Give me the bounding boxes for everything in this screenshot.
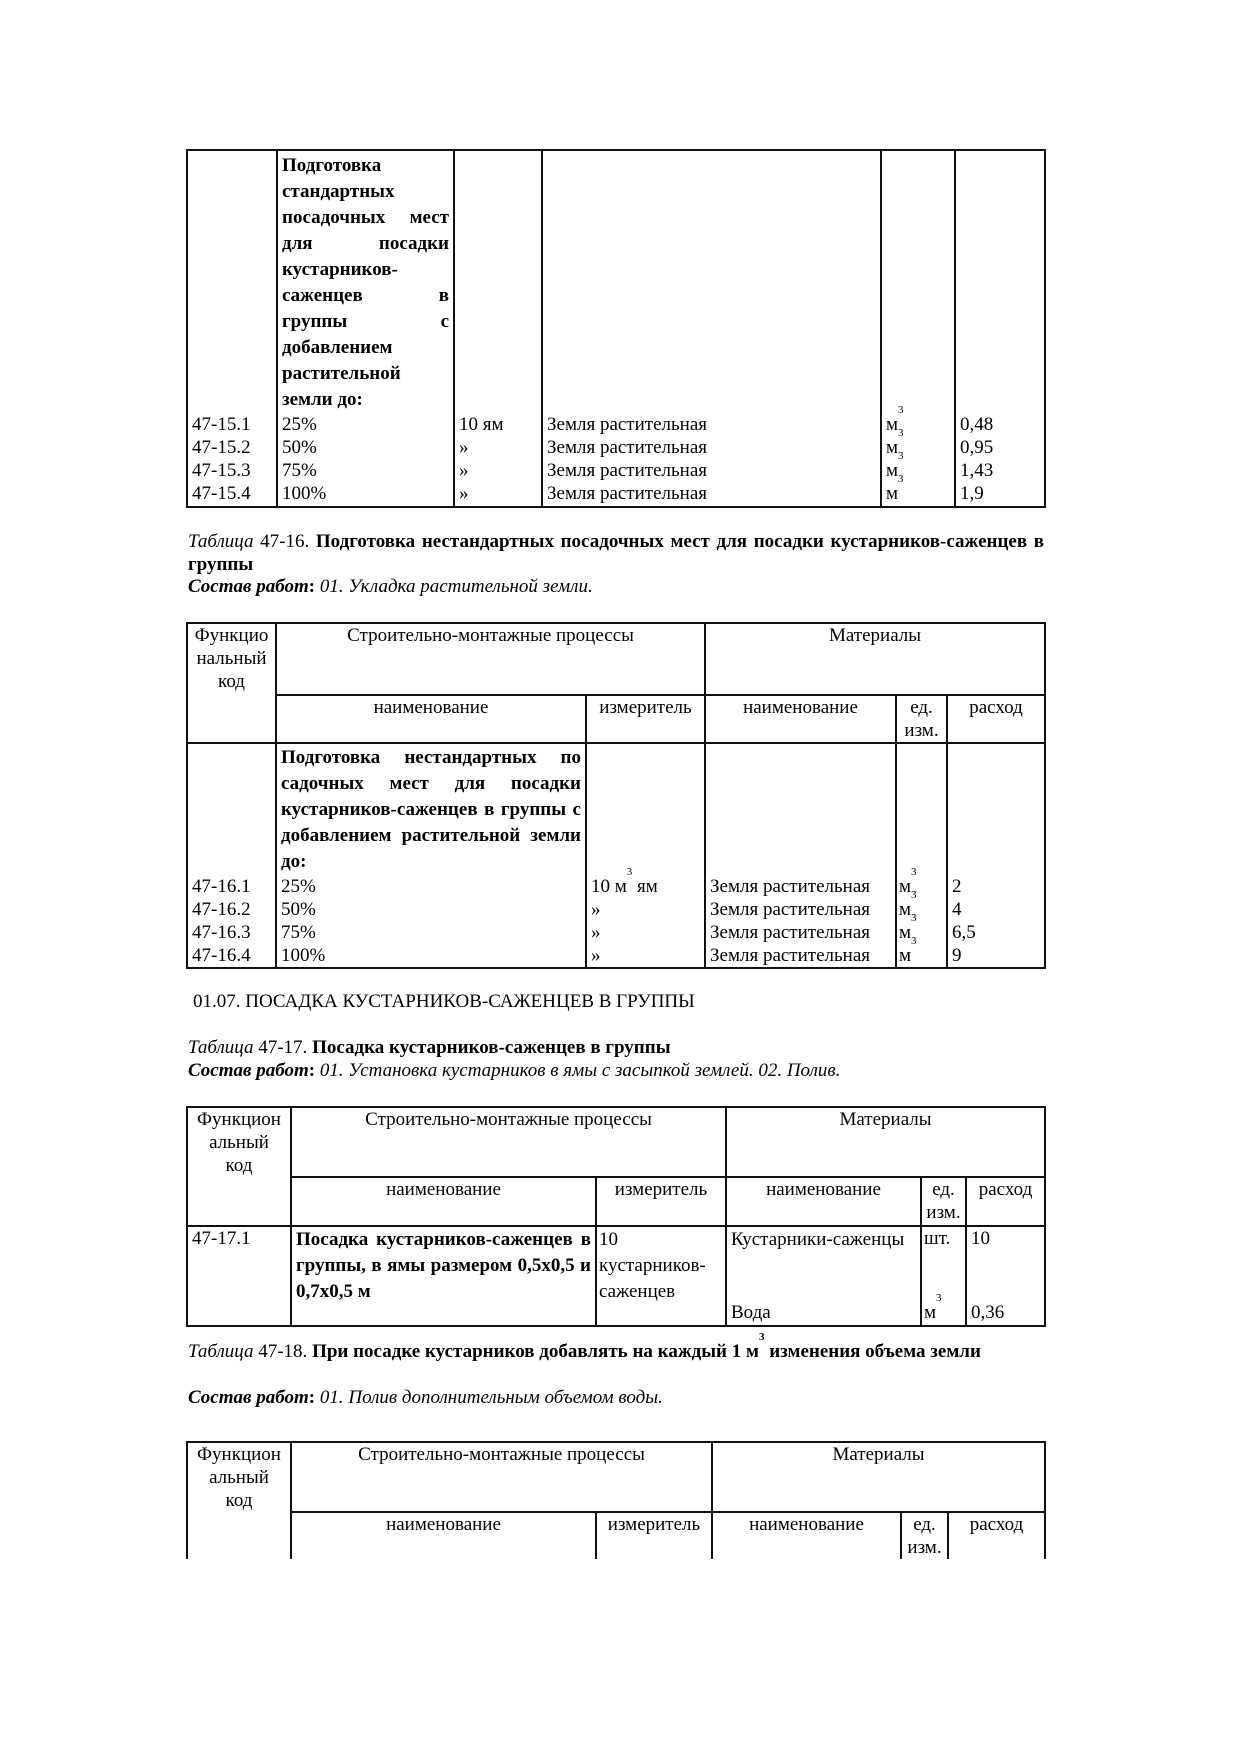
amount-cell: 0,48 [960, 414, 994, 435]
header-row [187, 1442, 1045, 1512]
table-label: Таблица [188, 1037, 254, 1058]
table-label: Таблица [188, 531, 254, 552]
name-cell: 50% [282, 437, 317, 458]
header-proc-name: наименование [291, 1177, 596, 1226]
table-title: Посадка кустарников-саженцев в группы [312, 1037, 671, 1058]
amount-cell: 1,9 [960, 483, 984, 504]
colon: : [308, 576, 316, 597]
unit-cell: $м^3$ [886, 473, 904, 504]
title-line: посадочных мест [282, 207, 449, 228]
code-cell: 47-15.1 [192, 414, 251, 435]
header-proc-meter: измеритель [596, 1177, 726, 1226]
header-proc-meter: измеритель [596, 1512, 712, 1559]
subheader-row [187, 1512, 1045, 1559]
amount-cell: 10 0,36 [966, 1226, 1045, 1326]
work-composition [188, 1059, 1044, 1082]
name-cell: 75% [281, 922, 316, 943]
material-cell: Земля растительная [710, 899, 871, 920]
table-47-16 [186, 622, 1046, 969]
material-cell: Земля растительная [547, 414, 708, 435]
name-cell: 100% [281, 945, 326, 966]
table-number: 47-16. [260, 531, 310, 552]
header-processes: Строительно-монтажные процессы [291, 1442, 712, 1512]
unit-cell: $м^3$ [899, 935, 917, 966]
material-cell: Земля растительная [710, 922, 871, 943]
table-row [187, 743, 1045, 968]
header-materials: Материалы [726, 1107, 1045, 1177]
header-mat-name: наименование [705, 695, 896, 743]
code-cell: 47-16.3 [192, 922, 251, 943]
header-materials: Материалы [705, 623, 1045, 695]
header-mat-amount: расход [948, 1512, 1045, 1559]
meter-cell: 10 кустарников-саженцев [596, 1226, 726, 1326]
table-title: При посадке кустарников добавлять на каждый 1 $м^3$ изменения объема земли [312, 1331, 981, 1362]
title-line: растительной [282, 363, 401, 384]
work-label: Состав работ [188, 1060, 309, 1081]
table-row [187, 1226, 1045, 1326]
work-label: Состав работ [188, 1387, 309, 1408]
table-47-17 [186, 1106, 1046, 1327]
code-cell: 47-16.4 [192, 945, 251, 966]
unit-cell: $м^3$ [886, 404, 904, 435]
amount-cell: 0,95 [960, 437, 994, 458]
unit-cell: шт. $м^3$ [921, 1226, 966, 1326]
name-cell: 25% [282, 414, 317, 435]
title-line: Подготовка [282, 155, 382, 176]
amount-cell: 9 [952, 945, 962, 966]
table-number: 47-17. [258, 1037, 308, 1058]
colon: : [308, 1387, 316, 1408]
meter-cell: » [591, 922, 601, 943]
header-row [187, 623, 1045, 695]
meter-cell: 10 $м^3$ ям [591, 866, 658, 897]
header-row [187, 1107, 1045, 1177]
colon: : [308, 1060, 316, 1081]
material-cell: Кустарники-саженцы Вода [726, 1226, 921, 1326]
unit-cell: $м^3$ [899, 912, 917, 943]
work-label: Состав работ [188, 576, 309, 597]
meter-cell: » [591, 945, 601, 966]
table-47-18 [186, 1441, 1046, 1559]
meter-cell: » [459, 437, 469, 458]
material-cell: Земля растительная [710, 876, 871, 897]
amount-cell: 1,43 [960, 460, 994, 481]
material-cell: Земля растительная [547, 437, 708, 458]
work-text: 01. Установка кустарников в ямы с засыпкой землей. 02. Полив. [319, 1060, 841, 1081]
name-cell: 25% [281, 876, 316, 897]
material-cell: Земля растительная [547, 460, 708, 481]
table-47-18-caption [188, 1331, 1044, 1363]
name-cell: Посадка кустарников-саженцев в группы, в ямы размером 0,5х0,5 и 0,7х0,5 м [291, 1226, 596, 1326]
title-line: группы с [282, 311, 449, 332]
work-text: 01. Полив дополнительным объемом воды. [319, 1387, 663, 1408]
header-code: Функцион альный код [187, 1107, 291, 1226]
code-cell: 47-17.1 [187, 1226, 291, 1326]
table-number: 47-18. [258, 1341, 308, 1362]
header-processes: Строительно-монтажные процессы [276, 623, 705, 695]
header-code: Функцион альный код [187, 1442, 291, 1559]
header-mat-unit: ед. изм. [896, 695, 947, 743]
title-line: земли до: [282, 389, 363, 410]
work-composition [188, 575, 1044, 598]
code-cell: 47-15.3 [192, 460, 251, 481]
table-47-17-caption [188, 1036, 1044, 1059]
material-cell: Земля растительная [547, 483, 708, 504]
table-row [187, 413, 1045, 507]
header-mat-unit: ед. изм. [921, 1177, 966, 1226]
title-line: для посадки [282, 233, 449, 254]
unit-cell: $м^3$ [899, 889, 917, 920]
meter-cell: » [459, 460, 469, 481]
subheader-row [187, 1177, 1045, 1226]
table-label: Таблица [188, 1341, 254, 1362]
code-cell: 47-15.4 [192, 483, 251, 504]
meter-cell: » [459, 483, 469, 504]
amount-cell: 4 [952, 899, 962, 920]
code-cell: 47-15.2 [192, 437, 251, 458]
group-title: Подготовка нестандартных по садочных мест для посадки кустарников-саженцев в группы с добавлением растительной земли до: [281, 747, 581, 872]
header-proc-meter: измеритель [586, 695, 705, 743]
work-composition [188, 1386, 1044, 1409]
material-cell: Земля растительная [710, 945, 871, 966]
header-mat-amount: расход [966, 1177, 1045, 1226]
name-cell: 50% [281, 899, 316, 920]
unit-cell: $м^3$ [886, 450, 904, 481]
table-title: Подготовка нестандартных посадочных мест для посадки кустарников-саженцев в группы [188, 531, 1045, 575]
header-code: Функцио нальный код [187, 623, 276, 743]
header-materials: Материалы [712, 1442, 1045, 1512]
table-47-16-caption [188, 530, 1044, 576]
table-47-15-continuation [186, 149, 1046, 508]
header-proc-name: наименование [276, 695, 586, 743]
meter-cell: » [591, 899, 601, 920]
header-processes: Строительно-монтажные процессы [291, 1107, 726, 1177]
header-proc-name: наименование [291, 1512, 596, 1559]
unit-cell: $м^3$ [886, 427, 904, 458]
code-cell: 47-16.1 [192, 876, 251, 897]
unit-cell: $м^3$ [899, 866, 917, 897]
work-text: 01. Укладка растительной земли. [319, 576, 593, 597]
code-cell: 47-16.2 [192, 899, 251, 920]
header-mat-name: наименование [726, 1177, 921, 1226]
title-line: добавлением [282, 337, 393, 358]
group-title [277, 150, 454, 413]
name-cell: 100% [282, 483, 327, 504]
header-mat-name: наименование [712, 1512, 901, 1559]
header-mat-amount: расход [947, 695, 1045, 743]
title-line: стандартных [282, 181, 395, 202]
title-line: кустарников- [282, 259, 398, 280]
amount-cell: 6,5 [952, 922, 976, 943]
meter-cell: 10 ям [459, 414, 504, 435]
section-heading: 01.07. ПОСАДКА КУСТАРНИКОВ-САЖЕНЦЕВ В ГРУППЫ [193, 991, 695, 1012]
group-title-row [187, 150, 1045, 413]
header-mat-unit: ед. изм. [901, 1512, 948, 1559]
amount-cell: 2 [952, 876, 962, 897]
subheader-row [187, 695, 1045, 743]
title-line: саженцев в [282, 285, 449, 306]
name-cell: 75% [282, 460, 317, 481]
